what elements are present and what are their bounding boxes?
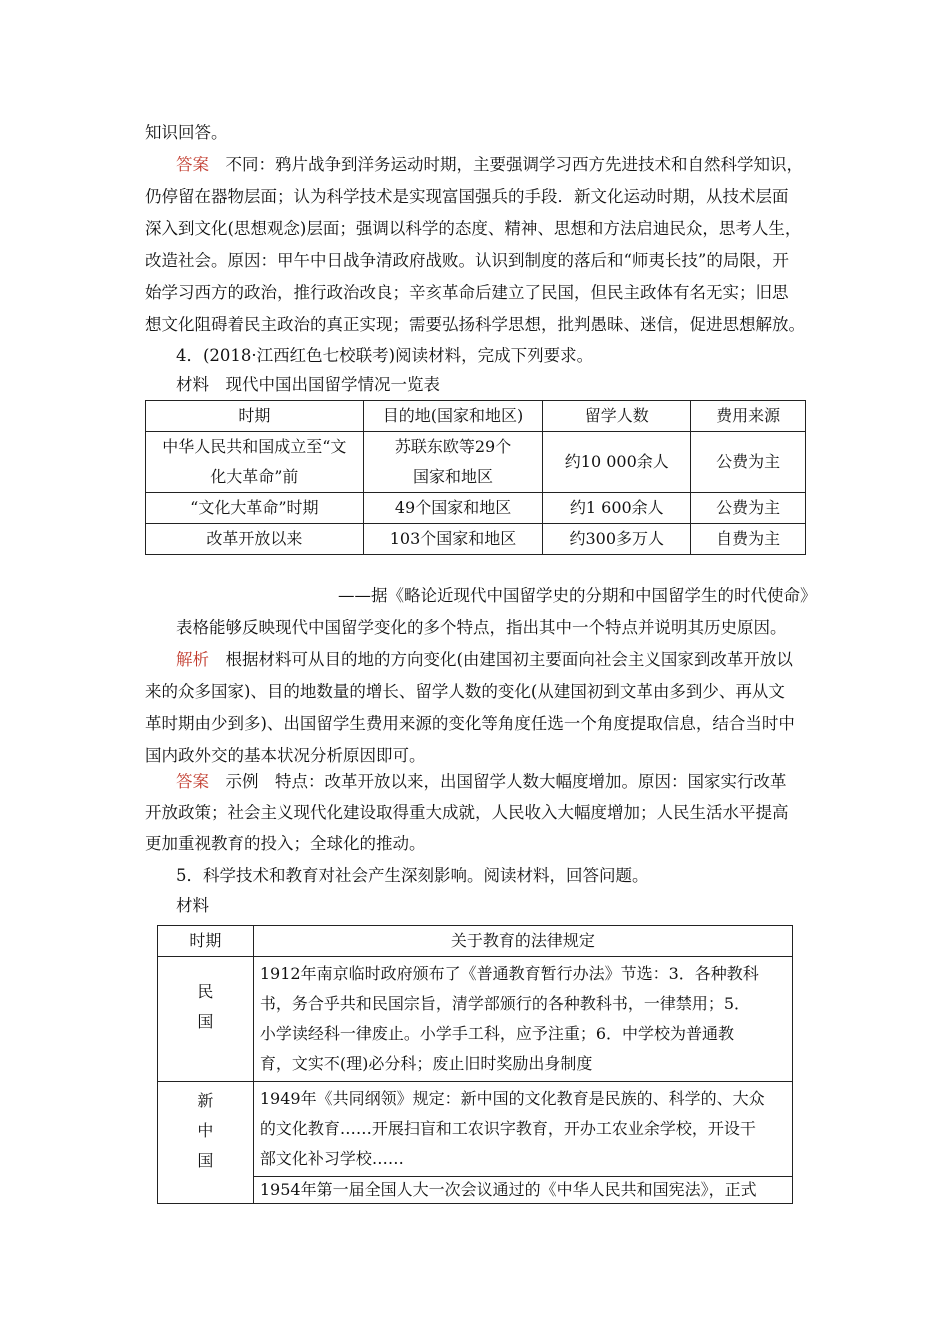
source-citation: ——据《略论近现代中国留学史的分期和中国留学生的时代使命》 bbox=[338, 586, 817, 605]
cell-line: 部文化补习学校…… bbox=[259, 1149, 404, 1168]
cell-line: 1912年南京临时政府颁布了《普通教育暂行办法》节选：3．各种教科 bbox=[259, 964, 759, 983]
period-char: 国 bbox=[197, 1012, 214, 1031]
text-line: 国内政外交的基本状况分析原因即可。 bbox=[145, 746, 426, 765]
cell-line: 的文化教育……开展扫盲和工农识字教育，开办工农业余学校，开设干 bbox=[259, 1119, 756, 1138]
table-header-row bbox=[158, 926, 793, 957]
table-row bbox=[158, 957, 793, 1082]
question-4-task: 表格能够反映现代中国留学变化的多个特点，指出其中一个特点并说明其历史原因。 bbox=[176, 618, 787, 637]
answer-label: 答案 bbox=[176, 155, 209, 174]
table-cell: “文化大革命”时期 bbox=[146, 493, 364, 524]
study-abroad-table bbox=[145, 400, 806, 555]
answer-paragraph bbox=[176, 155, 803, 175]
period-char: 新 bbox=[197, 1091, 214, 1110]
table-cell: 公费为主 bbox=[691, 432, 806, 493]
table-header-cell: 目的地(国家和地区) bbox=[363, 401, 543, 432]
answer-paragraph bbox=[176, 772, 787, 792]
table-header-cell: 留学人数 bbox=[543, 401, 691, 432]
text-line: 更加重视教育的投入；全球化的推动。 bbox=[145, 834, 426, 853]
cell-line: 书，务合乎共和民国宗旨，清学部颁行的各种教科书，一律禁用；5． bbox=[259, 994, 751, 1013]
cell-line: 化大革命”前 bbox=[210, 467, 299, 486]
text-line: 革时期由少到多)、出国留学生费用来源的变化等角度任选一个角度提取信息，结合当时中 bbox=[145, 714, 795, 733]
explanation-label: 解析 bbox=[176, 650, 209, 669]
question-5: 5．科学技术和教育对社会产生深刻影响。阅读材料，回答问题。 bbox=[176, 866, 649, 885]
table-row bbox=[146, 493, 806, 524]
cell-line: 苏联东欧等29个 bbox=[394, 437, 512, 456]
table-cell: 改革开放以来 bbox=[146, 524, 364, 555]
table-cell: 约1 600余人 bbox=[543, 493, 691, 524]
cell-line: 国家和地区 bbox=[413, 467, 494, 486]
table-cell bbox=[363, 432, 543, 493]
cell-line: 中华人民共和国成立至“文 bbox=[162, 437, 347, 456]
education-law-table bbox=[157, 925, 793, 1204]
text-line: 始学习西方的政治，推行政治改良；辛亥革命后建立了民国，但民主政体有名无实；旧思 bbox=[145, 283, 789, 302]
period-char: 中 bbox=[197, 1121, 214, 1140]
table-row bbox=[158, 1177, 793, 1204]
table-cell: 约300多万人 bbox=[543, 524, 691, 555]
law-cell bbox=[253, 1082, 792, 1177]
cell-line: 1949年《共同纲领》规定：新中国的文化教育是民族的、科学的、大众 bbox=[259, 1089, 765, 1108]
material-caption: 材料 bbox=[176, 896, 209, 915]
table-header-cell: 时期 bbox=[146, 401, 364, 432]
table-header-row bbox=[146, 401, 806, 432]
table-cell: 自费为主 bbox=[691, 524, 806, 555]
table-row bbox=[146, 524, 806, 555]
text-line: 来的众多国家)、目的地数量的增长、留学人数的变化(从建国初到文革由多到少、再从文 bbox=[145, 682, 785, 701]
table-row bbox=[146, 432, 806, 493]
table-cell: 49个国家和地区 bbox=[363, 493, 543, 524]
period-cell bbox=[158, 957, 254, 1082]
text-line: 仍停留在器物层面；认为科学技术是实现富国强兵的手段．新文化运动时期，从技术层面 bbox=[145, 187, 789, 206]
period-cell bbox=[158, 1082, 254, 1204]
text-line: 想文化阻碍着民主政治的真正实现；需要弘扬科学思想，批判愚昧、迷信，促进思想解放。 bbox=[145, 315, 805, 334]
period-char: 民 bbox=[197, 982, 214, 1001]
table-header-cell: 费用来源 bbox=[691, 401, 806, 432]
text-line: 改造社会。原因：甲午中日战争清政府战败。认识到制度的落后和“师夷长技”的局限，开 bbox=[145, 251, 789, 270]
law-cell: 1954年第一届全国人大一次会议通过的《中华人民共和国宪法》，正式 bbox=[253, 1177, 792, 1204]
table-cell bbox=[146, 432, 364, 493]
cell-line: 小学读经科一律废止。小学手工科，应予注重；6．中学校为普通教 bbox=[259, 1024, 735, 1043]
table-cell: 约10 000余人 bbox=[543, 432, 691, 493]
text-line: 示例 特点：改革开放以来，出国留学人数大幅度增加。原因：国家实行改革 bbox=[225, 772, 787, 791]
table-cell: 103个国家和地区 bbox=[363, 524, 543, 555]
text-line: 知识回答。 bbox=[145, 123, 228, 142]
material-caption: 材料 现代中国出国留学情况一览表 bbox=[176, 375, 440, 394]
text-line: 深入到文化(思想观念)层面；强调以科学的态度、精神、思想和方法启迪民众，思考人生， bbox=[145, 219, 802, 238]
table-cell: 公费为主 bbox=[691, 493, 806, 524]
text-line: 不同：鸦片战争到洋务运动时期，主要强调学习西方先进技术和自然科学知识， bbox=[225, 155, 803, 174]
explanation-paragraph bbox=[176, 650, 793, 670]
cell-line: 育，文实不(理)必分科；废止旧时奖励出身制度 bbox=[259, 1054, 593, 1073]
law-cell bbox=[253, 957, 792, 1082]
table-header-cell: 时期 bbox=[158, 926, 254, 957]
question-4: 4．(2018·江西红色七校联考)阅读材料，完成下列要求。 bbox=[176, 346, 594, 365]
answer-label: 答案 bbox=[176, 772, 209, 791]
text-line: 根据材料可从目的地的方向变化(由建国初主要面向社会主义国家到改革开放以 bbox=[225, 650, 793, 669]
table-header-cell: 关于教育的法律规定 bbox=[253, 926, 792, 957]
text-line: 开放政策；社会主义现代化建设取得重大成就，人民收入大幅度增加；人民生活水平提高 bbox=[145, 803, 789, 822]
table-row bbox=[158, 1082, 793, 1177]
period-char: 国 bbox=[197, 1151, 214, 1170]
